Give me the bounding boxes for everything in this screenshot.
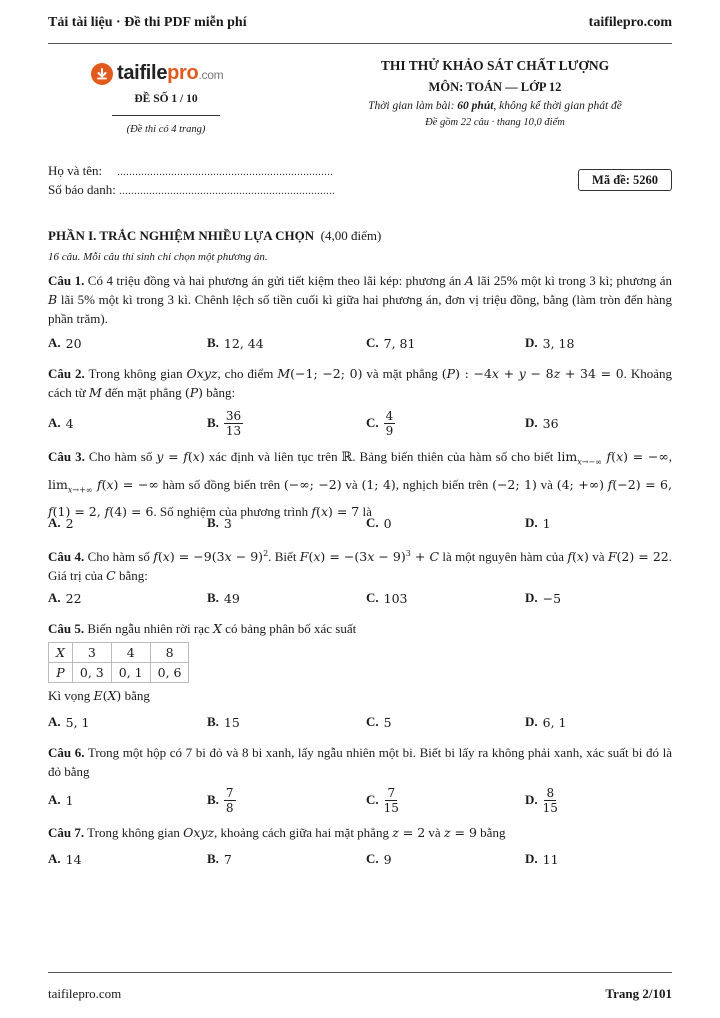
option-a[interactable]: A. 14: [48, 851, 82, 867]
section-note: 16 câu. Mỗi câu thí sinh chỉ chọn một phương án.: [48, 251, 268, 263]
section-heading: PHẦN I. TRẮC NGHIỆM NHIỀU LỰA CHỌN (4,00 điểm): [48, 228, 382, 243]
exam-subject: MÔN: TOÁN — LỚP 12: [428, 80, 562, 94]
table-cell: P: [49, 663, 73, 683]
probability-table: [48, 642, 189, 683]
option-c[interactable]: C. $\frac{7}{15}$: [366, 785, 399, 815]
option-c[interactable]: C. 0: [366, 515, 392, 531]
option-a[interactable]: A. 2: [48, 515, 74, 531]
exam-title-block: [330, 58, 660, 128]
option-b[interactable]: B. 15: [207, 714, 240, 730]
question-5: Câu 5. Biến ngẫu nhiên rời rạc X có bảng phân bố xác suất: [48, 621, 357, 636]
exam-number: ĐỀ SỐ 1 / 10: [134, 93, 198, 105]
question-4-options: [48, 586, 672, 610]
option-b[interactable]: B. 12, 44: [207, 335, 264, 351]
option-c[interactable]: C. 103: [366, 590, 408, 606]
question-2-options: [48, 408, 672, 438]
table-cell: X: [49, 643, 73, 663]
option-d[interactable]: D. $\frac{8}{15}$: [525, 785, 558, 815]
table-row: [49, 663, 189, 683]
footer-divider: [48, 972, 672, 973]
table-cell: 0, 6: [150, 663, 189, 683]
question-3: Câu 3. Cho hàm số y = f(x) xác định và liên tục trên ℝ. Bảng biến thiên của hàm số cho biết $\lim_{x\to-\infty} f(x)$ = −∞, $\lim_{x\to+\infty} f(x)$ = −∞ hàm số đồng biến trên (−∞; −2) và (1; 4), nghịch biến trên (−2; 1) và (4; +∞) f(−2) = 6, f(1) = 2, f(4) = 6. Số nghiệm của phương trình f(x) = 7 là: [48, 449, 672, 519]
page-number: Trang 2/101: [605, 986, 672, 1001]
question-1: Câu 1. Có 4 triệu đồng và hai phương án gửi tiết kiệm theo lãi kép: phương án A lãi 25% một kì trong 3 kì; phương án B lãi 5% một kì trong 3 kì. Chênh lệch số tiền cuối kì giữa hai phương án, đơn vị triệu đồng, bằng (làm tròn đến hàng phần trăm).: [48, 273, 673, 326]
site-logo: [91, 62, 223, 85]
question-2: Câu 2. Trong không gian Oxyz, cho điểm M(−1; −2; 0) và mặt phẳng (P) : −4x + y − 8z + 34 = 0. Khoảng cách từ M đến mặt phẳng (P) bằng:: [48, 366, 673, 400]
header-tagline: Tải tài liệu · Đề thi PDF miễn phí: [48, 15, 247, 30]
table-row: [49, 643, 189, 663]
logo-wordmark: taifilepro.com: [117, 62, 224, 84]
option-b[interactable]: B. 49: [207, 590, 240, 606]
question-6: Câu 6. Trong một hộp có 7 bi đỏ và 8 bi xanh, lấy ngẫu nhiên một bi. Biết bi lấy ra không phải xanh, xác suất bi đó là đỏ bằng: [48, 745, 672, 779]
option-a[interactable]: A. 4: [48, 415, 74, 431]
page-header: [48, 12, 672, 34]
exam-title: THI THỬ KHẢO SÁT CHẤT LƯỢNG: [380, 58, 610, 73]
table-cell: 0, 3: [72, 663, 111, 683]
exam-time: Thời gian làm bài: 60 phút, không kể thời gian phát đề: [368, 100, 622, 112]
student-name-dots: ........................................................................: [117, 167, 334, 178]
option-d[interactable]: D. 1: [525, 515, 551, 531]
option-b[interactable]: B. 3: [207, 515, 232, 531]
question-5-prompt: Kì vọng E(X) bằng: [48, 688, 150, 703]
table-cell: 0, 1: [111, 663, 150, 683]
question-6-options: [48, 785, 672, 815]
question-1-options: [48, 331, 672, 355]
option-d[interactable]: D. 3, 18: [525, 335, 575, 351]
option-b[interactable]: B. 7: [207, 851, 232, 867]
table-cell: 3: [72, 643, 111, 663]
exam-code-badge: Mã đề: 5260: [578, 169, 672, 191]
student-name-field[interactable]: [48, 163, 333, 179]
option-d[interactable]: D. 6, 1: [525, 714, 567, 730]
option-d[interactable]: D. 11: [525, 851, 559, 867]
student-id-label: Số báo danh:: [48, 182, 116, 197]
student-name-label: Họ và tên:: [48, 163, 103, 178]
exam-number-divider: [112, 115, 220, 116]
header-site: taifilepro.com: [588, 15, 672, 30]
table-cell: 8: [150, 643, 189, 663]
option-a[interactable]: A. 20: [48, 335, 82, 351]
question-3-options: [48, 511, 672, 535]
option-a[interactable]: A. 5, 1: [48, 714, 90, 730]
student-id-field[interactable]: [48, 182, 335, 198]
option-c[interactable]: C. 7, 81: [366, 335, 416, 351]
option-c[interactable]: C. $\frac{4}{9}$: [366, 408, 394, 438]
option-b[interactable]: B. $\frac{7}{8}$: [207, 785, 234, 815]
option-a[interactable]: A. 22: [48, 590, 82, 606]
exam-summary: Đề gồm 22 câu · thang 10,0 điểm: [425, 117, 565, 128]
question-7-options: [48, 847, 672, 871]
option-d[interactable]: D. −5: [525, 590, 562, 606]
option-d[interactable]: D. 36: [525, 415, 559, 431]
page-footer: [48, 986, 672, 1002]
footer-site: taifilepro.com: [48, 986, 122, 1001]
table-cell: 4: [111, 643, 150, 663]
option-a[interactable]: A. 1: [48, 792, 74, 808]
header-divider: [48, 43, 672, 44]
student-id-dots: ........................................................................: [119, 186, 336, 197]
question-5-options: [48, 710, 672, 734]
option-b[interactable]: B. $\frac{36}{13}$: [207, 408, 242, 438]
option-c[interactable]: C. 9: [366, 851, 392, 867]
pages-note: (Đề thi có 4 trang): [126, 124, 206, 135]
download-icon: [91, 63, 113, 85]
option-c[interactable]: C. 5: [366, 714, 392, 730]
question-4: Câu 4. Cho hàm số $f(x) = -9(3x - 9)^2$. Biết $F(x) = -(3x - 9)^3 + C$ là một nguyên hàm của f(x) và F(2) = 22. Giá trị của C bằng:: [48, 549, 673, 584]
question-7: Câu 7. Trong không gian Oxyz, khoảng cách giữa hai mặt phẳng z = 2 và z = 9 bằng: [48, 825, 506, 840]
